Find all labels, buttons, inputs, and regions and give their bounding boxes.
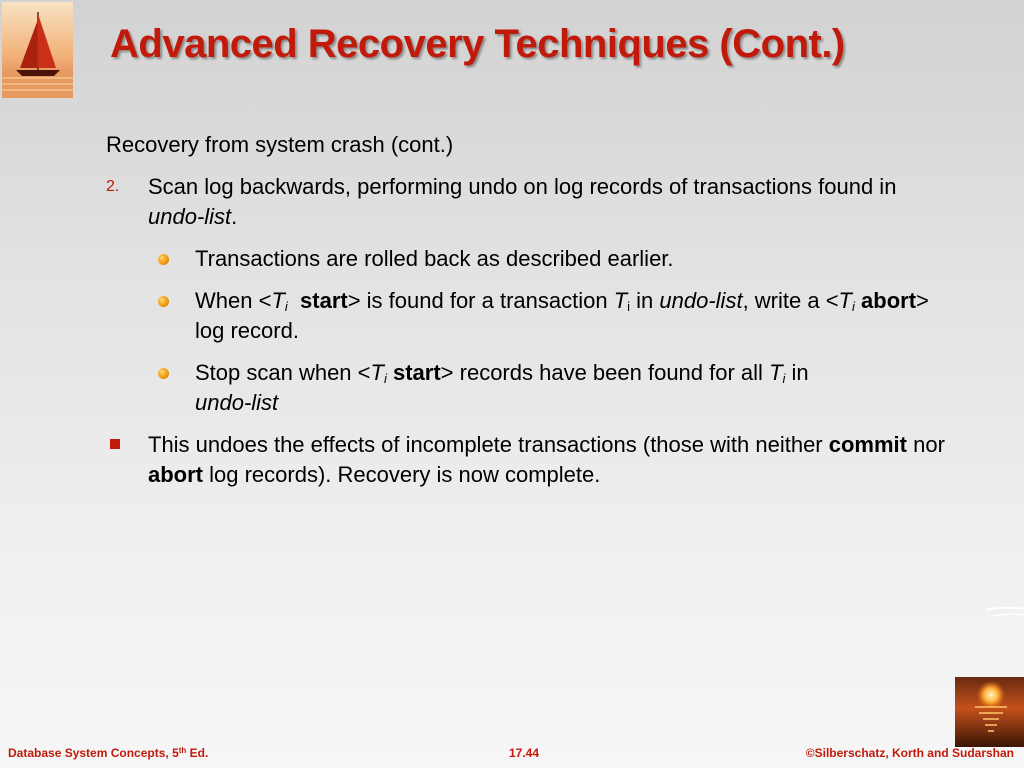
slide-body: [106, 130, 946, 490]
intro-line: Recovery from system crash (cont.): [106, 132, 454, 157]
water-ripple-decoration: [984, 604, 1024, 622]
subscript-i: i: [284, 299, 288, 314]
text: in: [785, 360, 809, 385]
slide-footer: [0, 746, 1024, 762]
start-keyword: start: [392, 360, 441, 385]
bullet-dot-icon: [158, 296, 169, 307]
bullet-item-1: [106, 244, 946, 274]
start-keyword: start: [300, 288, 348, 313]
bullet-item-3: [106, 358, 946, 418]
commit-keyword: commit: [828, 432, 907, 457]
abort-keyword: abort: [861, 288, 917, 313]
footer-edition: Ed.: [186, 746, 209, 760]
undo-list-term: undo-list: [148, 204, 232, 229]
footer-book-text: Database System Concepts, 5: [8, 746, 179, 760]
text: > is found for a transaction: [347, 288, 614, 313]
transaction-symbol: T: [613, 288, 628, 313]
footer-book-title: [8, 746, 208, 760]
summary-item: [106, 430, 946, 490]
bullet-dot-icon: [158, 368, 169, 379]
step-number: 2.: [106, 178, 120, 195]
step-2-item: [106, 172, 946, 232]
slide-title: Advanced Recovery Techniques (Cont.): [110, 22, 845, 66]
transaction-symbol: T: [271, 288, 285, 313]
abort-keyword: abort: [148, 462, 203, 487]
bullet-1-text: Transactions are rolled back as described earlier.: [195, 246, 674, 271]
undo-list-term: undo-list: [659, 288, 743, 313]
transaction-symbol: T: [370, 360, 384, 385]
text: in: [630, 288, 660, 313]
subscript-i: i: [782, 371, 786, 386]
footer-copyright: ©Silberschatz, Korth and Sudarshan: [805, 746, 1014, 760]
text: This undoes the effects of incomplete transactions (those with neither: [148, 432, 829, 457]
text: Stop scan when <: [195, 360, 371, 385]
bullet-item-2: [106, 286, 946, 346]
page-number: 17.44: [509, 746, 540, 760]
subscript-i: i: [627, 299, 631, 314]
sunset-image: [955, 677, 1024, 747]
undo-list-term: undo-list: [195, 390, 279, 415]
text: > records have been found for all: [440, 360, 770, 385]
bullet-dot-icon: [158, 254, 169, 265]
transaction-symbol: T: [769, 360, 783, 385]
step-text: Scan log backwards, performing undo on log records of transactions found in: [148, 174, 897, 199]
text: > log record.: [195, 288, 929, 343]
square-bullet-icon: [110, 439, 120, 449]
text: When <: [195, 288, 272, 313]
subscript-i: i: [852, 299, 855, 314]
footer-superscript: th: [178, 746, 187, 755]
sailboat-logo-image: [2, 2, 73, 98]
text: log records). Recovery is now complete.: [203, 462, 601, 487]
step-period: .: [231, 204, 238, 229]
text: , write a <: [742, 288, 839, 313]
text: nor: [907, 432, 945, 457]
subscript-i: i: [383, 371, 387, 386]
transaction-symbol: T: [838, 288, 852, 313]
